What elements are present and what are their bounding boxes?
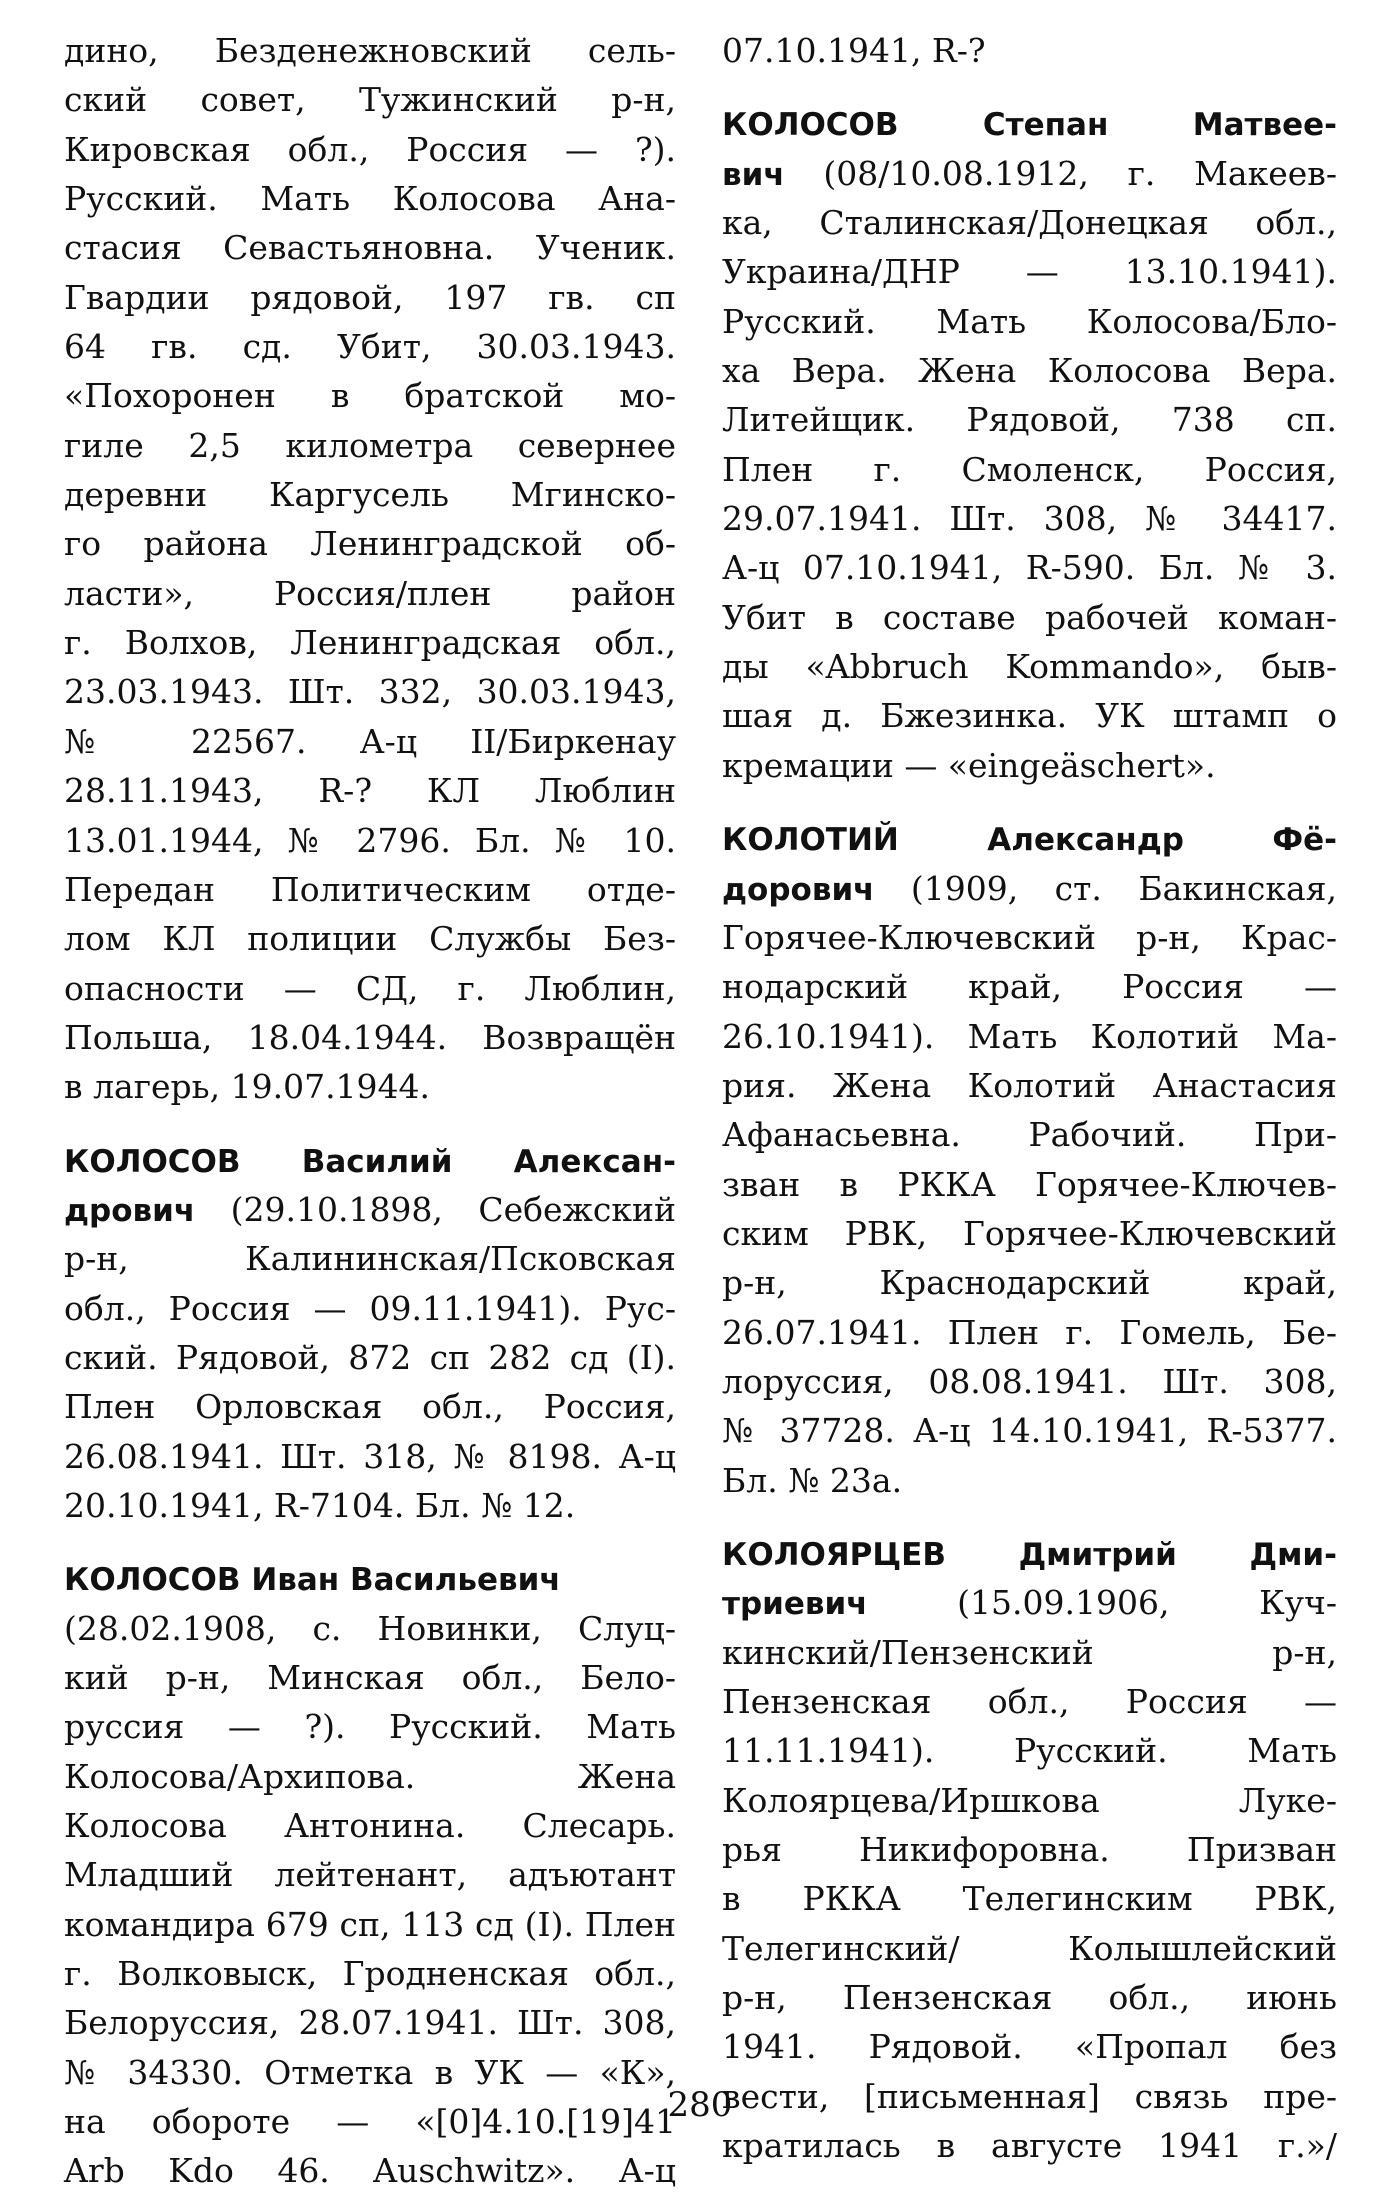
- text-line: Колосова/Архипова. Жена: [64, 1756, 676, 1796]
- text-line: гиле 2,5 километра севернее: [64, 425, 676, 465]
- text-line: Русский. Мать Колосова Ана-: [64, 179, 676, 219]
- entry-name-end: дрович: [64, 1192, 196, 1229]
- text-line: нодарский край, Россия —: [722, 967, 1337, 1007]
- entry-kolotiy-alexandr: [722, 814, 1337, 1505]
- text-line: № 37728. А-ц 14.10.1941, R-5377.: [722, 1411, 1337, 1451]
- entry-name: КОЛОЯРЦЕВ Дмитрий Дми-: [722, 1536, 1337, 1573]
- text-line: го района Ленинградской об-: [64, 524, 676, 564]
- text-line: г. Волковыск, Гродненская обл.,: [64, 1954, 676, 1994]
- entry-name-end: дорович: [722, 871, 875, 908]
- text-fragment: (1909, ст. Бакинская,: [874, 868, 1337, 908]
- entry-gap: [64, 1112, 676, 1136]
- text-line: [722, 149, 1337, 198]
- text-line: [64, 1185, 676, 1234]
- text-line: на обороте — «[0]4.10.[19]41: [64, 2102, 676, 2142]
- text-line: Белоруссия, 28.07.1941. Шт. 308,: [64, 2003, 676, 2043]
- text-line: кий р-н, Минская обл., Бело-: [64, 1658, 676, 1697]
- text-line: № 34330. Отметка в УК — «К»,: [64, 2052, 676, 2092]
- text-line: Литейщик. Рядовой, 738 сп.: [722, 400, 1337, 440]
- text-line: ским РВК, Горячее-Ключевский: [722, 1213, 1337, 1253]
- text-line: деревни Каргусель Мгинско-: [64, 475, 676, 515]
- text-line: р-н, Пензенская обл., июнь: [722, 1978, 1337, 2018]
- text-line: кинский/Пензенский р-н,: [722, 1632, 1337, 1672]
- text-line: ха Вера. Жена Колосова Вера.: [722, 351, 1337, 391]
- text-line: № 22567. А-ц II/Биркенау: [64, 721, 676, 761]
- text-line: Пензенская обл., Россия —: [722, 1682, 1337, 1721]
- text-line: 26.08.1941. Шт. 318, № 8198. А-ц: [64, 1436, 676, 1476]
- text-line: р-н, Краснодарский край,: [722, 1263, 1337, 1303]
- entry-name-end: триевич: [722, 1586, 868, 1623]
- text-line: Украина/ДНР — 13.10.1941).: [722, 252, 1337, 292]
- text-line: 28.11.1943, R-? КЛ Люблин: [64, 771, 676, 811]
- text-line: 29.07.1941. Шт. 308, № 34417.: [722, 499, 1337, 539]
- text-line: Русский. Мать Колосова/Бло-: [722, 301, 1337, 341]
- text-line: [722, 1578, 1337, 1627]
- text-line: Убит в составе рабочей коман-: [722, 597, 1337, 637]
- text-line: Телегинский/ Колышлейский: [722, 1928, 1337, 1968]
- text-line: 64 гв. сд. Убит, 30.03.1943.: [64, 327, 676, 367]
- text-line: ласти», Россия/плен район: [64, 573, 676, 613]
- text-line: 11.11.1941). Русский. Мать: [722, 1731, 1337, 1771]
- text-line: Arb Kdo 46. Auschwitz». А-ц: [64, 2151, 676, 2191]
- text-fragment: (15.09.1906, Куч-: [867, 1583, 1337, 1623]
- text-line: Плен г. Смоленск, Россия,: [722, 449, 1337, 489]
- text-line: 07.10.1941, R-?: [722, 31, 986, 70]
- text-line: Бл. № 23а.: [722, 1460, 903, 1500]
- page-number: 280: [667, 2085, 733, 2125]
- text-line: командира 679 сп, 113 сд (I). Плен: [64, 1904, 676, 1944]
- text-line: Колосова Антонина. Слесарь.: [64, 1806, 676, 1846]
- text-line: кратилась в августе 1941 г.»/: [722, 2126, 1337, 2166]
- text-line: зван в РККА Горячее-Ключев-: [722, 1164, 1337, 1204]
- entry-kolosov-stepan: [722, 99, 1337, 790]
- text-line: 26.10.1941). Мать Колотий Ма-: [722, 1016, 1337, 1056]
- text-line: г. Волхов, Ленинградская обл.,: [64, 623, 676, 663]
- text-line: рья Никифоровна. Призван: [722, 1830, 1337, 1870]
- text-line: ский. Рядовой, 872 сп 282 сд (I).: [64, 1337, 676, 1377]
- text-line: дино, Безденежновский сель-: [64, 31, 676, 70]
- text-line: ды «Abbruch Kommando», быв-: [722, 647, 1337, 687]
- left-column: [64, 26, 676, 2196]
- text-line: [722, 864, 1337, 913]
- text-line: (28.02.1908, с. Новинки, Слуц-: [64, 1608, 676, 1648]
- text-line: Польша, 18.04.1944. Возвращён: [64, 1017, 676, 1057]
- entry-heading-line: [722, 814, 1337, 863]
- text-line: Гвардии рядовой, 197 гв. сп: [64, 277, 676, 317]
- text-line: кремации — «eingeäschert».: [722, 745, 1216, 785]
- text-line: 20.10.1941, R-7104. Бл. № 12.: [64, 1485, 576, 1525]
- entry-heading-line: [64, 1136, 676, 1185]
- entry-gap: [722, 790, 1337, 814]
- text-line: стасия Севастьяновна. Ученик.: [64, 228, 676, 268]
- entry-gap: [722, 1505, 1337, 1529]
- continued-entry: [722, 26, 1337, 75]
- text-line: Передан Политическим отде-: [64, 869, 676, 909]
- entry-heading-line: [722, 99, 1337, 148]
- text-line: р-н, Калининская/Псковская: [64, 1239, 676, 1279]
- text-line: 1941. Рядовой. «Пропал без: [722, 2027, 1337, 2067]
- text-line: Кировская обл., Россия — ?).: [64, 129, 676, 169]
- text-line: лоруссия, 08.08.1941. Шт. 308,: [722, 1361, 1337, 1401]
- entry-heading-line: [64, 1554, 676, 1603]
- text-line: Колоярцева/Иршкова Луке-: [722, 1780, 1337, 1820]
- text-line: «Похоронен в братской мо-: [64, 376, 676, 416]
- entry-name: КОЛОСОВ Степан Матвее-: [722, 107, 1337, 144]
- text-line: А-ц 07.10.1941, R-590. Бл. № 3.: [722, 548, 1337, 588]
- text-fragment: (29.10.1898, Себежский: [195, 1189, 676, 1229]
- text-line: опасности — СД, г. Люблин,: [64, 968, 676, 1008]
- entry-heading-line: [722, 1529, 1337, 1578]
- entry-kolosov-vasily: [64, 1136, 676, 1531]
- text-line: 26.07.1941. Плен г. Гомель, Бе-: [722, 1312, 1337, 1352]
- text-line: 13.01.1944, № 2796. Бл. № 10.: [64, 820, 676, 860]
- entry-name: КОЛОСОВ Иван Васильевич: [64, 1562, 561, 1599]
- text-line: рия. Жена Колотий Анастасия: [722, 1065, 1337, 1105]
- text-line: руссия — ?). Русский. Мать: [64, 1707, 676, 1747]
- text-line: 23.03.1943. Шт. 332, 30.03.1943,: [64, 672, 676, 712]
- text-line: ка, Сталинская/Донецкая обл.,: [722, 203, 1337, 243]
- text-line: ский совет, Тужинский р-н,: [64, 80, 676, 120]
- entry-gap: [64, 1530, 676, 1554]
- text-line: Афанасьевна. Рабочий. При-: [722, 1115, 1337, 1155]
- text-line: лом КЛ полиции Службы Без-: [64, 919, 676, 959]
- text-line: Плен Орловская обл., Россия,: [64, 1387, 676, 1427]
- entry-koloyartsev-dmitry: [722, 1529, 1337, 2170]
- text-line: Горячее-Ключевский р-н, Крас-: [722, 917, 1337, 957]
- text-line: в лагерь, 19.07.1944.: [64, 1067, 431, 1107]
- text-fragment: (08/10.08.1912, г. Макеев-: [784, 153, 1337, 193]
- right-column: [722, 26, 1337, 2170]
- text-line: шая д. Бжезинка. УК штамп о: [722, 696, 1337, 736]
- entry-name-end: вич: [722, 156, 785, 193]
- entry-name: КОЛОСОВ Василий Алексан-: [64, 1143, 676, 1180]
- entry-gap: [722, 75, 1337, 99]
- text-line: в РККА Телегинским РВК,: [722, 1879, 1337, 1919]
- continued-entry: [64, 26, 676, 1112]
- entry-name: КОЛОТИЙ Александр Фё-: [722, 822, 1337, 859]
- text-line: обл., Россия — 09.11.1941). Рус-: [64, 1288, 676, 1328]
- text-line: Младший лейтенант, адъютант: [64, 1855, 676, 1895]
- text-line: вести, [письменная] связь пре-: [722, 2076, 1337, 2116]
